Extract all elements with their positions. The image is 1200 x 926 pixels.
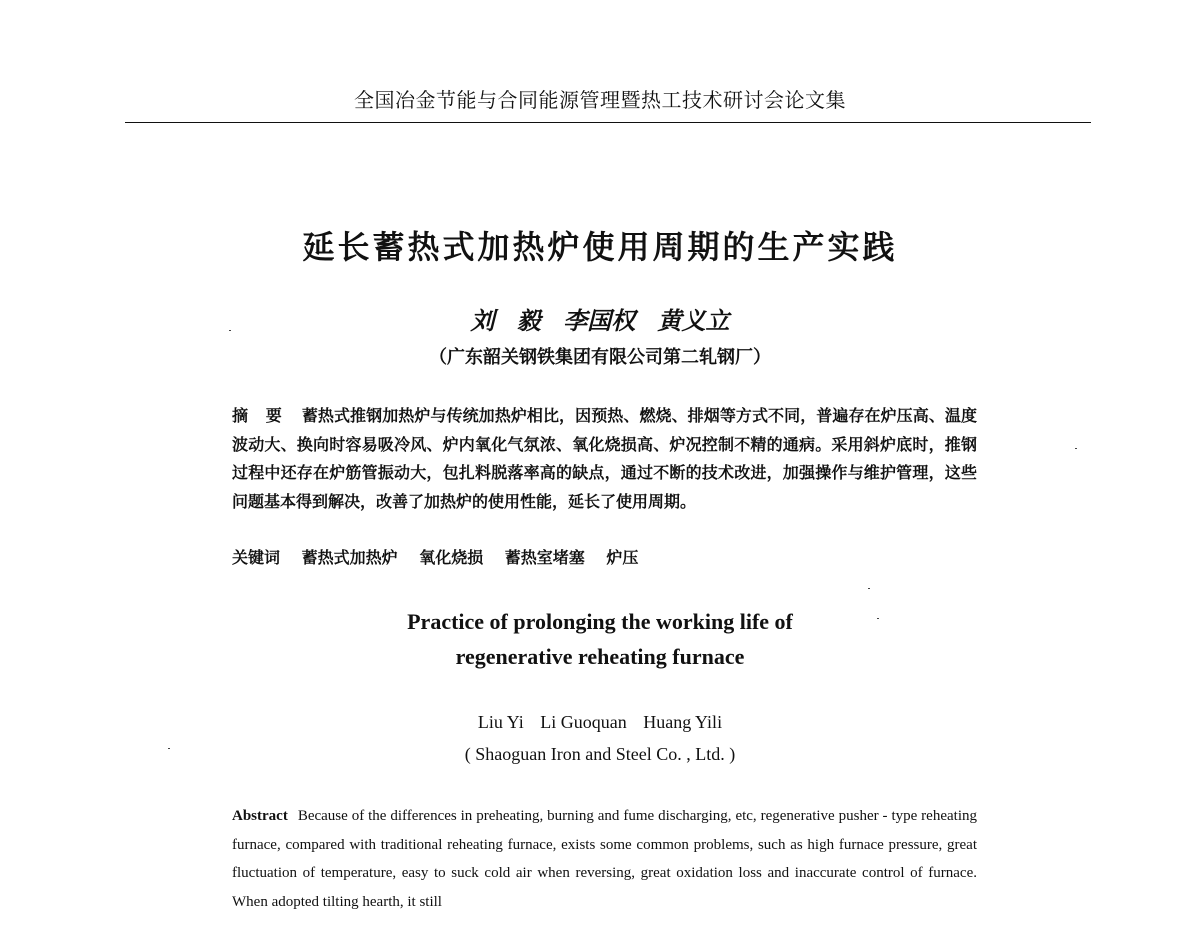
scan-speck bbox=[1075, 448, 1077, 449]
abstract-en bbox=[232, 802, 977, 916]
abstract-cn-text: 蓄热式推钢加热炉与传统加热炉相比，因预热、燃烧、排烟等方式不同，普遍存在炉压高、温度波动大、换向时容易吸冷风、炉内氧化气氛浓、氧化烧损高、炉况控制不精的通病。采用斜炉底时，推钢过程中还存在炉筋管振动大，包扎料脱落率高的缺点，通过不断的技术改进，加强操作与维护管理，这些问题基本得到解决，改善了加热炉的使用性能，延长了使用周期。 bbox=[232, 406, 977, 511]
author-en: Liu Yi bbox=[477, 712, 524, 732]
abstract-cn bbox=[232, 402, 977, 516]
keyword-cn: 蓄热室堵塞 bbox=[504, 548, 585, 567]
author-cn: 刘 毅 bbox=[470, 306, 541, 335]
paper-title-cn: 延长蓄热式加热炉使用周期的生产实践 bbox=[302, 228, 898, 266]
paper-title-en-line: regenerative reheating furnace bbox=[455, 644, 745, 669]
header-rule bbox=[125, 122, 1091, 123]
paper-title-en bbox=[0, 604, 1200, 674]
affiliation-en: ( Shaoguan Iron and Steel Co. , Ltd. ) bbox=[464, 744, 736, 764]
abstract-en-text: Because of the differences in preheating, burning and fume discharging, etc, regenerative pusher - type reheating furnace, compared with traditional reheating furnace, exists some common problems, such as high furnace pressure, great fluctuation of temperature, easy to suck cold air when reversing, great oxidation loss and inaccurate control of furnace. When adopted tilting hearth, it still bbox=[232, 808, 977, 910]
authors-cn bbox=[0, 301, 1200, 336]
paper-title-en-line: Practice of prolonging the working life of bbox=[407, 609, 793, 634]
author-cn: 黄义立 bbox=[657, 306, 730, 335]
abstract-en-label: Abstract bbox=[232, 808, 288, 824]
author-cn: 李国权 bbox=[563, 306, 636, 335]
keyword-cn: 蓄热式加热炉 bbox=[301, 548, 398, 567]
abstract-cn-label: 摘 要 bbox=[232, 406, 288, 425]
keywords-cn bbox=[232, 545, 977, 568]
authors-en bbox=[0, 712, 1200, 733]
keyword-cn: 炉压 bbox=[606, 548, 639, 567]
keywords-cn-label: 关键词 bbox=[232, 548, 281, 567]
keyword-cn: 氧化烧损 bbox=[419, 548, 484, 567]
scan-speck bbox=[229, 330, 231, 331]
author-en: Li Guoquan bbox=[540, 712, 627, 732]
scan-speck bbox=[168, 748, 170, 749]
running-head: 全国冶金节能与合同能源管理暨热工技术研讨会论文集 bbox=[354, 88, 846, 112]
scan-speck bbox=[868, 588, 870, 589]
affiliation-cn: （广东韶关钢铁集团有限公司第二轧钢厂） bbox=[429, 347, 771, 368]
author-en: Huang Yili bbox=[643, 712, 723, 732]
scan-speck bbox=[877, 618, 879, 619]
